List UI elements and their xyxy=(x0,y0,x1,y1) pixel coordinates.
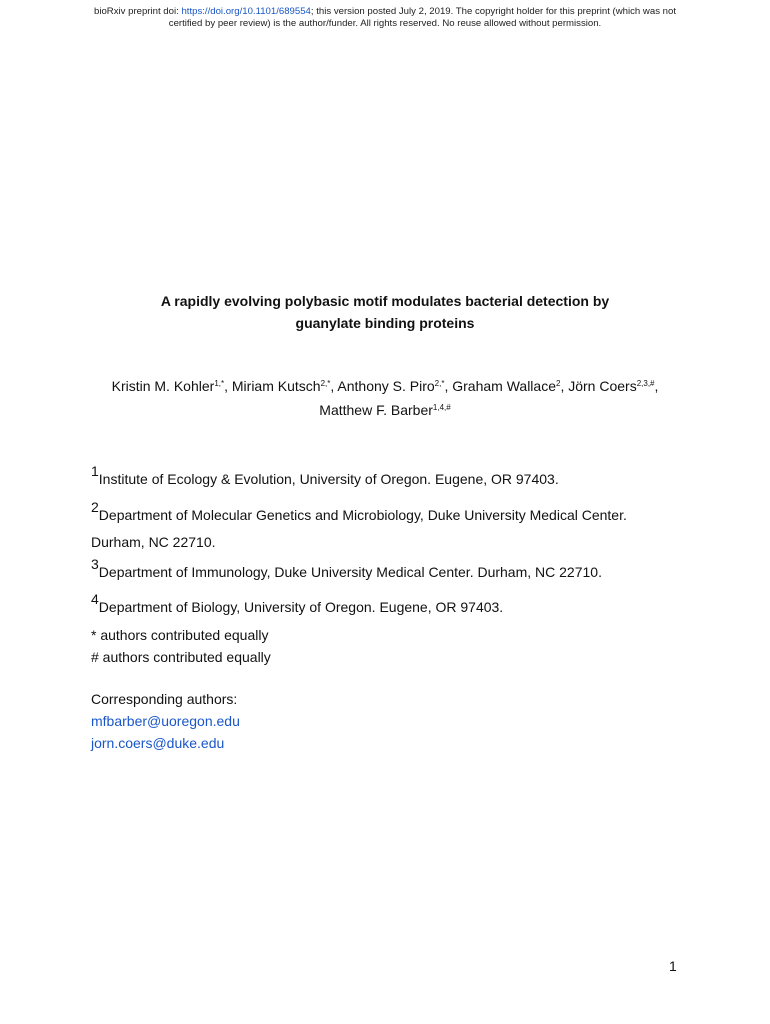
banner-prefix: bioRxiv preprint doi: xyxy=(93,6,182,17)
banner-suffix: ; this version posted July 2, 2019. The copyright holder for this preprint (which was not xyxy=(310,6,676,17)
author: Graham Wallace$^2$, xyxy=(452,378,569,394)
affiliation-4 xyxy=(91,591,731,620)
email-link-coers[interactable] xyxy=(91,732,224,754)
affiliation-text: Institute of Ecology & Evolution, University of Oregon. Eugene, OR 97403. xyxy=(98,471,559,487)
title-line-2: guanylate binding proteins xyxy=(295,315,475,331)
banner-line-2: certified by peer review) is the author/funder. All rights reserved. No reuse allowed without permission. xyxy=(168,18,602,29)
affiliation-text: Department of Immunology, Duke University Medical Center. Durham, NC 22710. xyxy=(98,564,602,580)
preprint-banner xyxy=(0,6,770,30)
affiliation-number: 2 xyxy=(91,499,99,515)
affiliation-text: Department of Molecular Genetics and Microbiology, Duke University Medical Center. xyxy=(98,507,627,523)
affiliation-number: 3 xyxy=(91,556,99,572)
affiliation-2-cont: Durham, NC 22710. xyxy=(91,534,216,550)
affiliation-1 xyxy=(91,463,731,492)
note-hash: # authors contributed equally xyxy=(91,649,271,665)
author: Matthew F. Barber$^{1,4,\#}$ xyxy=(319,402,451,418)
paper-title xyxy=(80,290,690,334)
affiliation-text: Department of Biology, University of Oregon. Eugene, OR 97403. xyxy=(98,599,504,615)
banner-line-1 xyxy=(0,6,770,18)
affiliation-2 xyxy=(91,499,731,528)
corresponding-label: Corresponding authors: xyxy=(91,691,238,707)
author: Anthony S. Piro$^{2,*}$, xyxy=(337,378,453,394)
doi-link[interactable]: https://doi.org/10.1101/689554 xyxy=(181,6,311,17)
author-list xyxy=(100,374,670,422)
email-link-barber[interactable] xyxy=(91,710,240,732)
page-number: 1 xyxy=(669,958,677,974)
affiliation-number: 4 xyxy=(91,591,99,607)
author: Jörn Coers$^{2,3,\#}$, xyxy=(568,378,659,394)
title-line-1: A rapidly evolving polybasic motif modulates bacterial detection by xyxy=(160,293,610,309)
author: Miriam Kutsch$^{2,*}$, xyxy=(231,378,338,394)
affiliation-3 xyxy=(91,556,731,585)
affiliation-number: 1 xyxy=(91,463,99,479)
email-link[interactable]: mfbarber@uoregon.edu xyxy=(91,713,240,729)
author: Kristin M. Kohler$^{1,*}$, xyxy=(111,378,232,394)
note-star: * authors contributed equally xyxy=(91,627,269,643)
email-link[interactable]: jorn.coers@duke.edu xyxy=(91,735,225,751)
